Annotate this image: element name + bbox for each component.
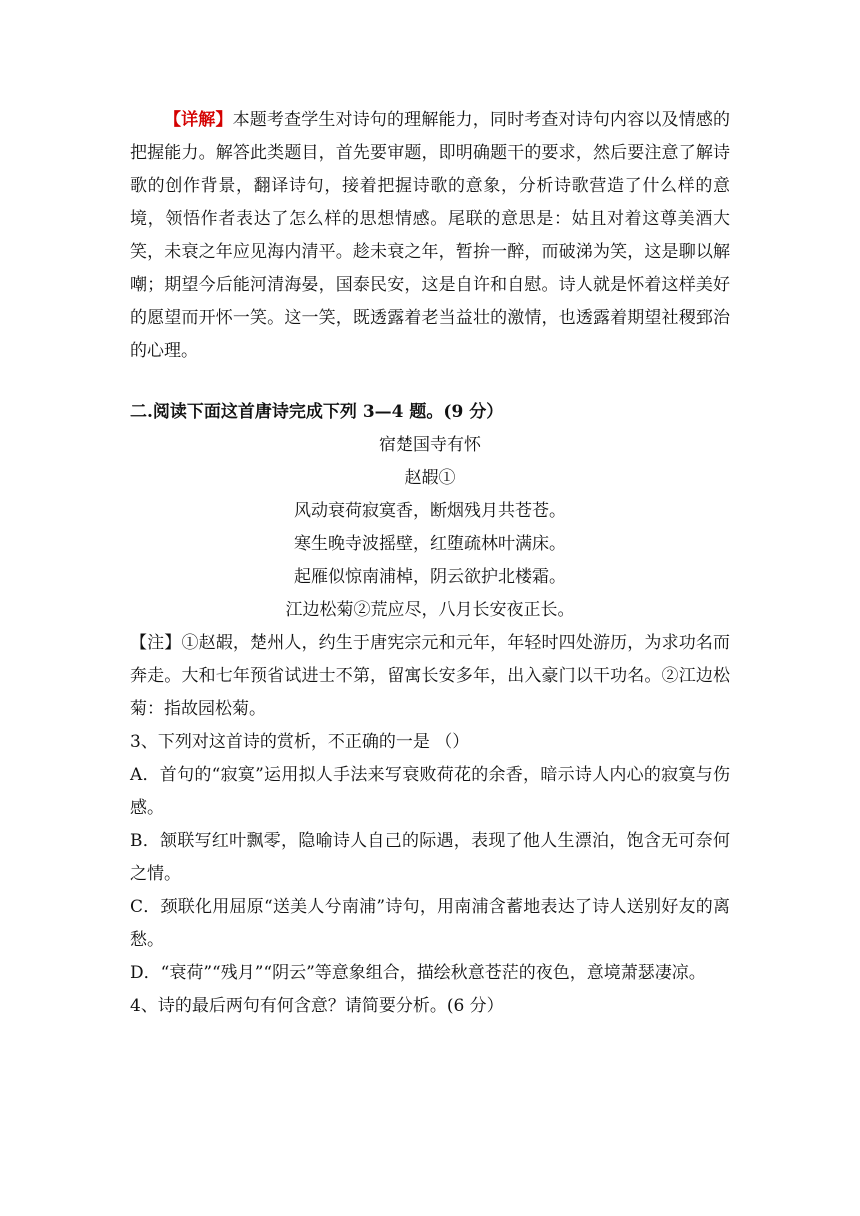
section-heading: 二.阅读下面这首唐诗完成下列 3—4 题。(9 分） (130, 402, 504, 422)
document-page (130, 104, 730, 1023)
note-label: 【注】 (130, 633, 182, 653)
analysis-paragraph (130, 104, 730, 368)
poem-line-2: 寒生晚寺波摇壁，红堕疏林叶满床。 (294, 534, 566, 554)
question-3-option-b: B．颔联写红叶飘零，隐喻诗人自己的际遇，表现了他人生漂泊，饱含无可奈何之情。 (130, 831, 730, 884)
analysis-label: 【详解】 (164, 110, 233, 130)
poem-title: 宿楚国寺有怀 (379, 435, 481, 455)
spacer (130, 368, 730, 396)
question-3-option-c: C．颈联化用屈原“送美人兮南浦”诗句，用南浦含蓄地表达了诗人送别好友的离愁。 (130, 897, 730, 950)
note-text: ①赵嘏，楚州人，约生于唐宪宗元和元年，年轻时四处游历，为求功名而奔走。大和七年预省试进士不第，留寓长安多年，出入豪门以干功名。②江边松菊：指故园松菊。 (130, 633, 731, 719)
question-3-option-d: D．“衰荷”“残月”“阴云”等意象组合，描绘秋意苍茫的夜色，意境萧瑟凄凉。 (130, 963, 706, 983)
question-3-option-a: A．首句的“寂寞”运用拟人手法来写衰败荷花的余香，暗示诗人内心的寂寞与伤感。 (130, 765, 730, 818)
poem-author: 赵嘏① (404, 468, 456, 488)
analysis-text: 本题考查学生对诗句的理解能力，同时考查对诗句内容以及情感的把握能力。解答此类题目，首先要审题，即明确题干的要求，然后要注意了解诗歌的创作背景，翻译诗句，接着把握诗歌的意象，分析诗歌营造了什么样的意境，领悟作者表达了怎么样的思想情感。尾联的意思是：姑且对着这尊美酒大笑，未衰之年应见海内清平。趁未衰之年，暂拚一醉，而破涕为笑，这是聊以解嘲；期望今后能河清海晏，国泰民安，这是自许和自慰。诗人就是怀着这样美好的愿望而开怀一笑。这一笑，既透露着老当益壮的激情，也透露着期望社稷郅治的心理。 (130, 110, 730, 361)
question-3-stem: 3、下列对这首诗的赏析，不正确的一是 （） (130, 732, 470, 752)
question-4-stem: 4、诗的最后两句有何含意？请简要分析。(6 分） (130, 996, 504, 1016)
poem-line-3: 起雁似惊南浦棹，阴云欲护北楼霜。 (294, 567, 566, 587)
poem-line-1: 风动衰荷寂寞香，断烟残月共苍苍。 (294, 501, 566, 521)
poem-line-4: 江边松菊②荒应尽，八月长安夜正长。 (285, 600, 575, 620)
note-paragraph (130, 627, 730, 726)
